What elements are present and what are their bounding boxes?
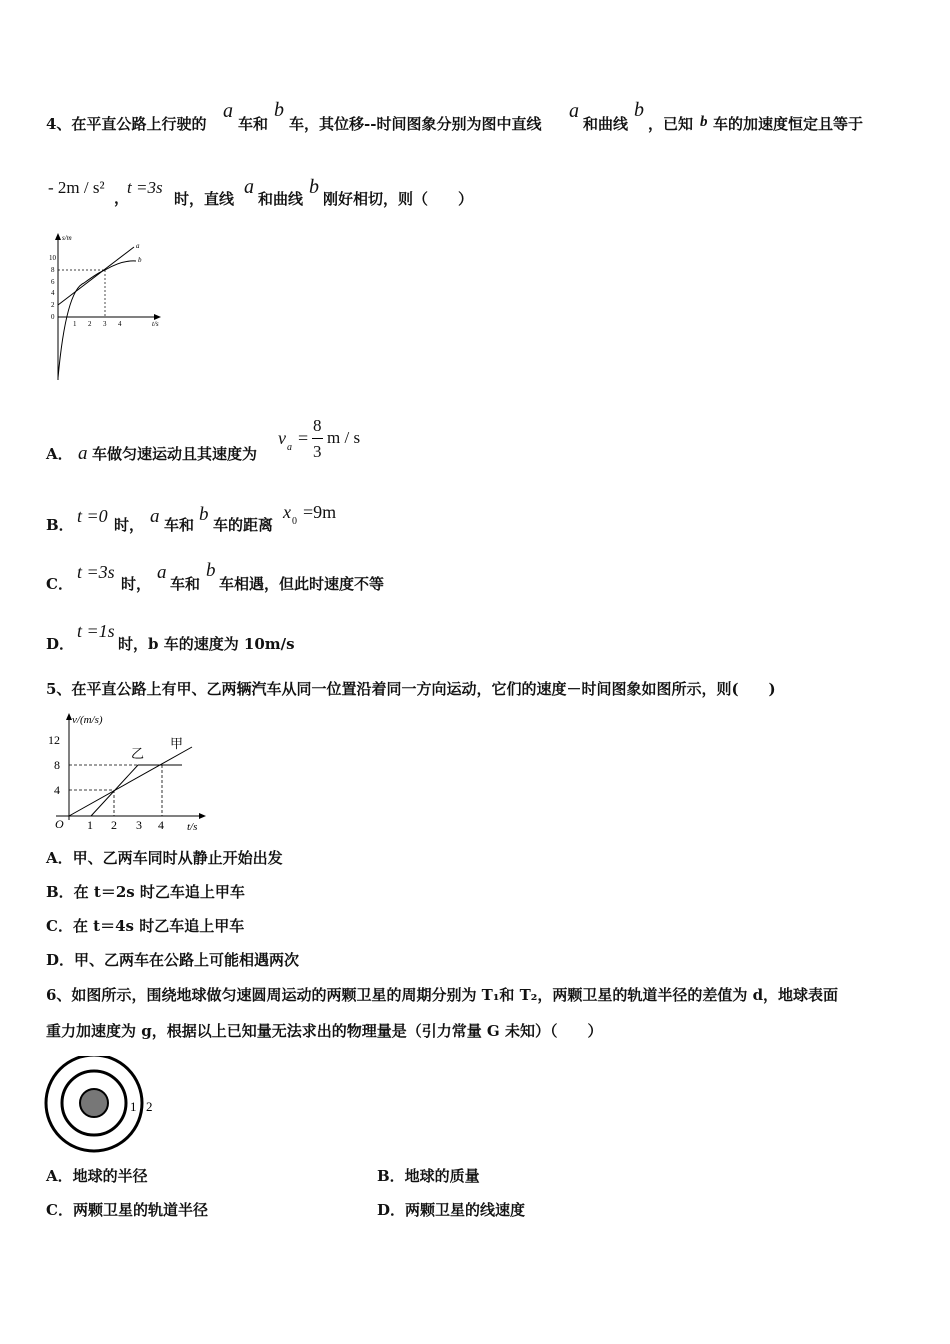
q4-option-B-x: x: [283, 502, 291, 522]
q4-xlabel: t/s: [152, 320, 159, 328]
q5-ytick-4: 4: [54, 783, 60, 797]
q5-xtick-4: 4: [158, 818, 164, 832]
q5-line-yi: [91, 765, 182, 816]
q4-option-B-b: b: [199, 504, 209, 525]
q5-option-A[interactable]: A．甲、乙两车同时从静止开始出发: [46, 849, 283, 867]
q4-line-a: [58, 247, 134, 305]
q5-velocity-graph: [44, 708, 214, 836]
q4-option-D-t: t =1s: [77, 621, 115, 641]
q4-xtick-4: 4: [118, 320, 122, 328]
q4-xtick-3: 3: [103, 320, 107, 328]
q4-option-A-v: v: [278, 428, 286, 448]
q4-xtick-2: 2: [88, 320, 92, 328]
q4-option-B-a: a: [150, 506, 160, 527]
q6-stem-line2: 重力加速度为 g，根据以上已知量无法求出的物理量是（引力常量 G 未知）（ ）: [46, 1022, 603, 1040]
q5-xlabel: t/s: [187, 821, 198, 833]
q5-xtick-2: 2: [111, 818, 117, 832]
q5-label-yi: 乙: [131, 746, 145, 761]
q4-xtick-1: 1: [73, 320, 77, 328]
q4-option-B-t: t =0: [77, 506, 108, 526]
q6-label-1: 1: [130, 1099, 137, 1114]
q4-displacement-graph: [44, 230, 174, 382]
q4-tangent: 刚好相切，则（ ）: [323, 190, 474, 208]
q4-b3: b: [700, 114, 708, 130]
q4-option-B-sub: 0: [292, 516, 297, 527]
q4-option-A-eq: =: [298, 428, 309, 448]
q6-label-2: 2: [146, 1099, 153, 1114]
q5-option-B[interactable]: B．在 t＝2s 时乙车追上甲车: [46, 883, 245, 901]
q5-ytick-8: 8: [54, 758, 60, 772]
q4-option-C-b: b: [206, 560, 216, 581]
q4-comma: ，: [114, 189, 130, 207]
q4-option-C-t: t =3s: [77, 562, 115, 582]
q4-option-D-text: 时，b 车的速度为 10m/s: [118, 635, 295, 653]
q5-xtick-3: 3: [136, 818, 142, 832]
q4-label-a: a: [136, 242, 140, 250]
q4-t-equals: t =3s: [127, 178, 163, 197]
q4-option-C-and: 车和: [170, 575, 201, 593]
q6-option-D[interactable]: D．两颗卫星的线速度: [377, 1201, 526, 1219]
q4-ytick-4: 4: [51, 289, 55, 297]
q5-ylabel: v/(m/s): [72, 714, 103, 726]
q5-ytick-12: 12: [48, 733, 60, 747]
q4-option-A-num: 8: [313, 416, 322, 435]
q6-earth: [80, 1089, 108, 1117]
q5-option-D[interactable]: D．甲、乙两车在公路上可能相遇两次: [46, 951, 300, 969]
q4-option-C-a: a: [157, 562, 167, 583]
q4-ytick-8: 8: [51, 266, 55, 274]
q5-x-arrow: [199, 813, 206, 819]
q4-option-C-when: 时，: [121, 575, 152, 593]
q4-option-A-den: 3: [313, 442, 322, 461]
q4-option-B-when: 时，: [114, 516, 145, 534]
q4-line2-b: b: [309, 176, 319, 198]
q4-option-A-letter: A．: [46, 445, 73, 463]
q4-a2: a: [569, 100, 579, 122]
q5-origin: O: [55, 817, 64, 831]
q4-option-A-sub: a: [287, 442, 292, 453]
q4-ytick-0: 0: [51, 313, 55, 321]
q4-curve: 和曲线: [583, 115, 629, 133]
q4-option-A-unit: m / s: [327, 428, 361, 447]
q4-label-b: b: [138, 256, 142, 264]
q4-line2-a: a: [244, 176, 254, 198]
q4-ytick-2: 2: [51, 301, 55, 309]
q4-option-B-eq: =9m: [303, 502, 337, 522]
q6-option-C[interactable]: C．两颗卫星的轨道半径: [46, 1201, 208, 1219]
q5-stem: 5、在平直公路上有甲、乙两辆汽车从同一位置沿着同一方向运动，它们的速度－时间图象如图所示，则( ): [46, 680, 776, 698]
q4-option-B-and: 车和: [164, 516, 195, 534]
q4-option-B-letter: B．: [46, 516, 74, 534]
q4-option-A-fraction-bar: [312, 438, 323, 439]
q4-option-A-a: a: [78, 443, 88, 464]
q4-accel: - 2m / s²: [48, 178, 105, 197]
q5-label-jia: 甲: [170, 736, 184, 751]
q4-a: a: [223, 100, 233, 122]
q4-text2: 车，其位移--时间图象分别为图中直线: [289, 115, 542, 133]
q4-when: 时，直线: [174, 190, 235, 208]
q5-xtick-1: 1: [87, 818, 93, 832]
q4-option-B-text: 车的距离: [213, 516, 274, 534]
q6-orbit-figure: [42, 1056, 167, 1156]
q4-ytick-10: 10: [49, 254, 56, 262]
q4-text3: ，已知: [648, 115, 694, 133]
q4-b: b: [274, 99, 284, 121]
q4-car-and: 车和: [238, 115, 269, 133]
q4-curve-b: [58, 261, 136, 378]
q5-option-C[interactable]: C．在 t＝4s 时乙车追上甲车: [46, 917, 245, 935]
q4-y-arrow: [55, 233, 61, 240]
q4-option-D-letter: D．: [46, 635, 75, 653]
q6-option-A[interactable]: A．地球的半径: [46, 1167, 148, 1185]
q4-ytick-6: 6: [51, 278, 55, 286]
q4-ylabel: s/m: [62, 234, 72, 242]
q4-prefix: 4、在平直公路上行驶的: [46, 115, 207, 133]
q4-option-C-text: 车相遇，但此时速度不等: [219, 575, 385, 593]
q4-text4: 车的加速度恒定且等于: [713, 115, 864, 133]
q4-option-C-letter: C．: [46, 575, 73, 593]
q4-and-curve: 和曲线: [258, 190, 304, 208]
q4-option-A-text: 车做匀速运动且其速度为: [92, 445, 258, 463]
q4-b2: b: [634, 99, 644, 121]
q6-option-B[interactable]: B．地球的质量: [377, 1167, 480, 1185]
q6-stem-line1: 6、如图所示，围绕地球做匀速圆周运动的两颗卫星的周期分别为 T₁和 T₂，两颗卫星的轨道半径的差值为 d，地球表面: [46, 986, 839, 1004]
